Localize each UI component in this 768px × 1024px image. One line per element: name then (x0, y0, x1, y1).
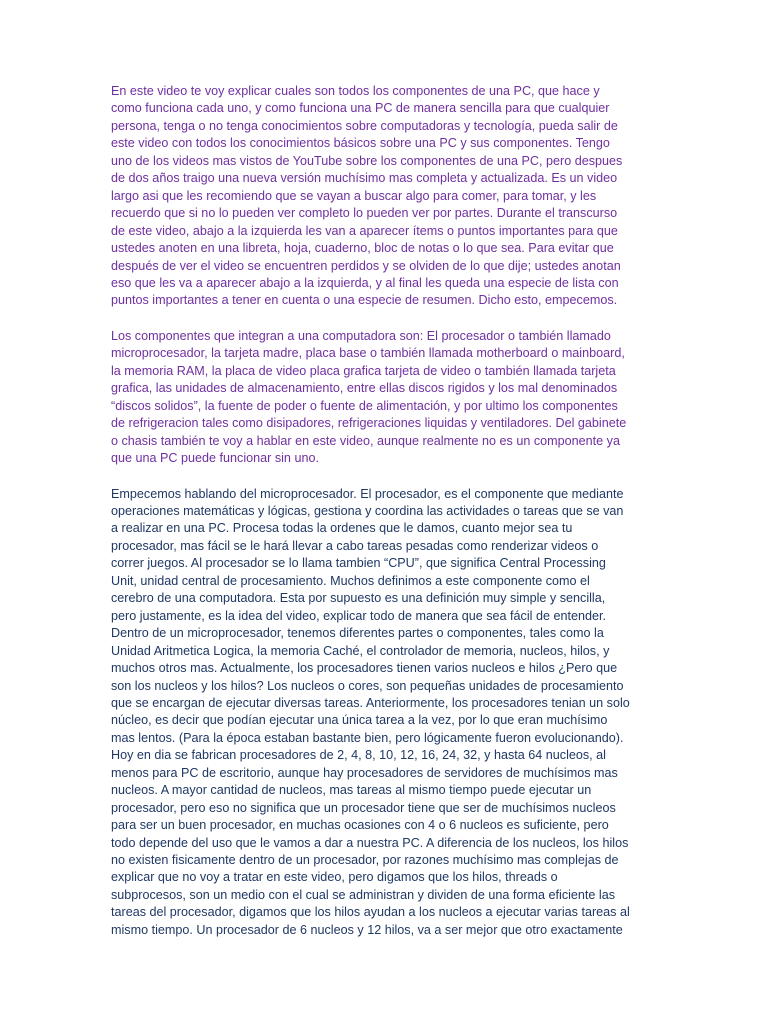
components-paragraph: Los componentes que integran a una computadora son: El procesador o también llamado microprocesador, la tarjeta madre, placa base o también llamada motherboard o mainboard, la memoria RAM, la placa de video placa grafica tarjeta de video o también llamada tarjeta grafica, las unidades de almacenamiento, entre ellas discos rigidos y los mal denominados “discos solidos”, la fuente de poder o fuente de alimentación, y por ultimo los componentes de refrigeracion tales como disipadores, refrigeraciones liquidas y ventiladores. Del gabinete o chasis también te voy a hablar en este video, aunque realmente no es un componente ya que una PC puede funcionar sin uno. (111, 328, 627, 466)
microprocessor-paragraph: Empecemos hablando del microprocesador. El procesador, es el componente que mediante operaciones matemáticas y lógicas, gestiona y coordina las actividades o tareas que se van a realizar en una PC. Procesa todas la ordenes que le damos, cuanto mejor sea tu procesador, mas fácil se le hará llevar a cabo tareas pesadas como renderizar videos o correr juegos. Al procesador se lo llama tambien “CPU”, que significa Central Processing Unit, unidad central de procesamiento. Muchos definimos a este componente como el cerebro de una computadora. Esta por supuesto es una definición muy simple y sencilla, pero justamente, es la idea del video, explicar todo de manera que sea fácil de entender. Dentro de un microprocesador, tenemos diferentes partes o componentes, tales como la Unidad Aritmetica Logica, la memoria Caché, el controlador de memoria, nucleos, hilos, y muchos otros mas. Actualmente, los procesadores tienen varios nucleos e hilos ¿Pero que son los nucleos y los hilos? Los nucleos o cores, son pequeñas unidades de procesamiento que se encargan de ejecutar diversas tareas. Anteriormente, los procesadores tenian un solo núcleo, es decir que podían ejecutar una única tarea a la vez, por lo que eran muchísimo mas lentos. (Para la época estaban bastante bien, pero lógicamente fueron evolucionando). Hoy en dia se fabrican procesadores de 2, 4, 8, 10, 12, 16, 24, 32, y hasta 64 nucleos, al menos para PC de escritorio, aunque hay procesadores de servidores de muchísimos mas nucleos. A mayor cantidad de nucleos, mas tareas al mismo tiempo puede ejecutar un procesador, pero eso no significa que un procesador tiene que ser de muchísimos nucleos para ser un buen procesador, en muchas ocasiones con 4 o 6 nucleos es suficiente, pero todo depende del uso que le vamos a dar a nuestra PC. A diferencia de los nucleos, los hilos no existen fisicamente dentro de un procesador, por razones muchísimo mas complejas de explicar que no voy a tratar en este video, pero digamos que los hilos, threads o subprocesos, son un medio con el cual se administran y dividen de una forma eficiente las tareas del procesador, digamos que los hilos ayudan a los nucleos a ejecutar varias tareas al mismo tiempo. Un procesador de 6 nucleos y 12 hilos, va a ser mejor que otro exactamente (111, 486, 630, 937)
document-page (111, 83, 631, 957)
intro-paragraph: En este video te voy explicar cuales son todos los componentes de una PC, que hace y como funciona cada uno, y como funciona una PC de manera sencilla para que cualquier persona, tenga o no tenga conocimientos sobre computadoras y tecnología, pueda salir de este video con todos los conocimientos básicos sobre una PC y sus componentes. Tengo uno de los videos mas vistos de YouTube sobre los componentes de una PC, pero despues de dos años traigo una nueva versión muchísimo mas completa y actualizada. Es un video largo asi que les recomiendo que se vayan a buscar algo para comer, para tomar, y les recuerdo que si no lo pueden ver completo lo pueden ver por partes. Durante el transcurso de este video, abajo a la izquierda les van a aparecer ítems o puntos importantes para que ustedes anoten en una libreta, hoja, cuaderno, bloc de notas o lo que sea. Para evitar que después de ver el video se encuentren perdidos y se olviden de lo que dije; ustedes anotan eso que les va a aparecer abajo a la izquierda, y al final les queda una especie de lista con puntos importantes a tener en cuenta o una especie de resumen. Dicho esto, empecemos. (111, 84, 623, 308)
